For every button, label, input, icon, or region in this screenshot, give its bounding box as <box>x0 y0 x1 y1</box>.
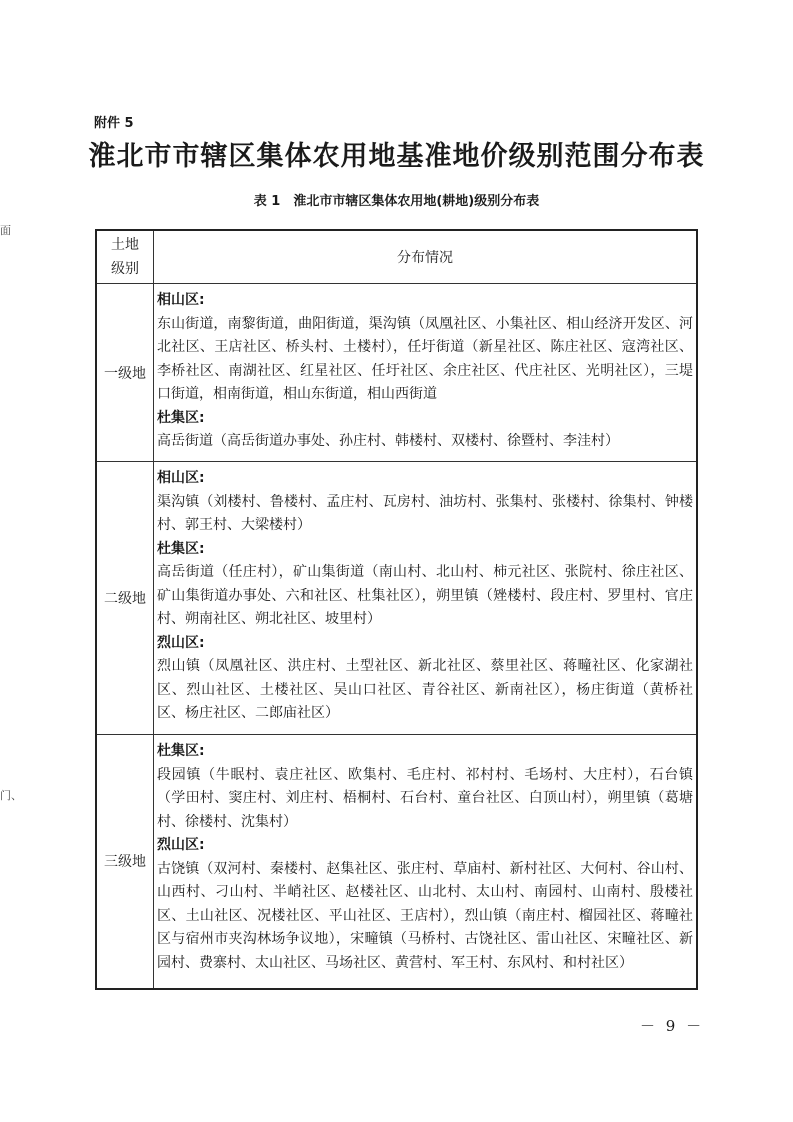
district-text: 高岳街道（任庄村），矿山集街道（南山村、北山村、柿元社区、张院村、徐庄社区、矿山集街道办事处、六和社区、杜集社区），朔里镇（矬楼村、段庄村、罗里村、官庄村、朔南社区、朔北社区、坡里村） <box>157 564 693 627</box>
header-level-line2: 级别 <box>111 261 139 277</box>
land-level-table <box>95 229 698 990</box>
district-name: 烈山区: <box>157 837 205 853</box>
district-name: 杜集区: <box>157 743 205 759</box>
table-row <box>96 462 697 735</box>
table-header-row <box>96 230 697 284</box>
table-row <box>96 284 697 462</box>
header-level-line1: 土地 <box>111 237 139 253</box>
distribution-cell <box>154 462 698 735</box>
header-level <box>96 230 154 284</box>
distribution-cell <box>154 284 698 462</box>
district-name: 烈山区: <box>157 634 205 651</box>
header-distribution: 分布情况 <box>154 230 698 284</box>
page-number: － 9 － <box>640 1017 705 1035</box>
level-cell: 二级地 <box>96 462 154 735</box>
district-text: 渠沟镇（刘楼村、鲁楼村、孟庄村、瓦房村、油坊村、张集村、张楼村、徐集村、钟楼村、郭王村、大梁楼村） <box>157 493 693 533</box>
district-name: 杜集区: <box>157 409 205 426</box>
margin-fragment: 门、 <box>0 789 22 802</box>
table-caption: 表 1 淮北市市辖区集体农用地(耕地)级别分布表 <box>253 194 540 209</box>
document-title: 淮北市市辖区集体农用地基准地价级别范围分布表 <box>88 141 705 172</box>
district-name: 杜集区: <box>157 540 205 557</box>
table-row <box>96 735 697 989</box>
district-text: 段园镇（牛眠村、袁庄社区、欧集村、毛庄村、祁村村、毛场村、大庄村），石台镇（学田村、窦庄村、刘庄村、梧桐村、石台村、童台社区、白顶山村），朔里镇（葛塘村、徐楼村、沈集村） <box>157 766 693 830</box>
district-text: 烈山镇（凤凰社区、洪庄村、土型社区、新北社区、蔡里社区、蒋疃社区、化家湖社区、烈山社区、土楼社区、吴山口社区、青谷社区、新南社区），杨庄街道（黄桥社区、杨庄社区、二郎庙社区） <box>157 658 693 721</box>
district-text: 古饶镇（双河村、秦楼村、赵集社区、张庄村、草庙村、新村社区、大何村、谷山村、山西村、刁山村、半峭社区、赵楼社区、山北村、太山村、南园村、山南村、殷楼社区、土山社区、况楼社区、平山社区、王店村），烈山镇（南庄村、榴园社区、蒋疃社区与宿州市夹沟林场争议地），宋疃镇（马桥村、古饶社区、雷山社区、宋疃社区、新园村、费寨村、太山社区、马场社区、黄营村、军王村、东风村、和村社区） <box>157 860 693 971</box>
district-text: 东山街道，南黎街道，曲阳街道，渠沟镇（凤凰社区、小集社区、相山经济开发区、河北社区、王店社区、桥头村、土楼村），任圩街道（新星社区、陈庄社区、寇湾社区、李桥社区、南湖社区、红星社区、任圩社区、余庄社区、代庄社区、光明社区），三堤口街道，相南街道，相山东街道，相山西街道 <box>157 315 693 402</box>
level-cell: 一级地 <box>96 284 154 462</box>
district-text: 高岳街道（高岳街道办事处、孙庄村、韩楼村、双楼村、徐暨村、李洼村） <box>157 433 619 449</box>
district-name: 相山区: <box>157 470 205 486</box>
margin-fragment: 面 <box>0 224 11 237</box>
attachment-label: 附件 5 <box>94 116 134 131</box>
distribution-cell <box>154 735 698 989</box>
district-name: 相山区: <box>157 292 205 308</box>
level-cell: 三级地 <box>96 735 154 989</box>
